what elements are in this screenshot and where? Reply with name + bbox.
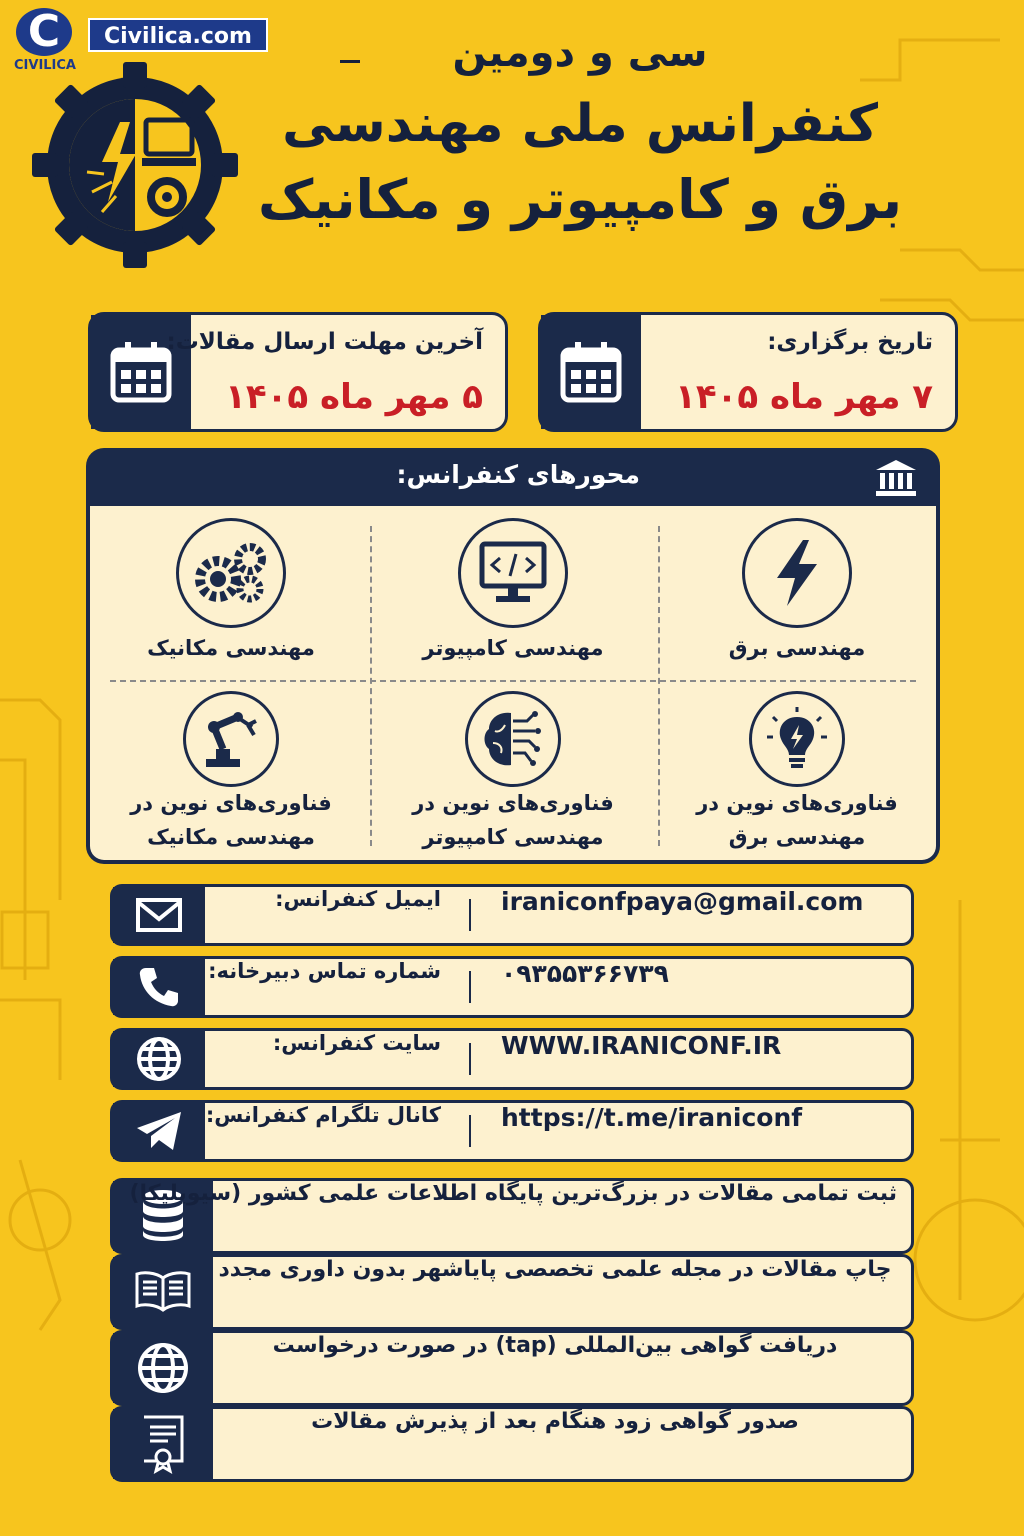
conference-topics-panel (86, 448, 940, 864)
topic-label-line2: مهندسی کامپیوتر (422, 825, 604, 849)
topic-label-line2: مهندسی برق (728, 825, 866, 849)
lightning-icon (769, 538, 825, 608)
feature-civilica-indexing (110, 1178, 914, 1254)
contact-phone-row[interactable] (110, 956, 914, 1018)
deadline-date-label: آخرین مهلت ارسال مقالات: (166, 329, 483, 355)
conference-date-value: ۷ مهر ماه ۱۴۰۵ (675, 377, 933, 417)
feature-text: چاپ مقالات در مجله علمی تخصصی پایاشهر بدون داوری مجدد (218, 1257, 892, 1282)
contact-telegram-value[interactable]: https://t.me/iraniconf (501, 1103, 803, 1132)
title-line-3: برق و کامپیوتر و مکانیک (257, 168, 903, 231)
topics-header (86, 448, 940, 506)
civilica-logo-mark: C (16, 8, 72, 56)
globe-icon (136, 1341, 190, 1395)
envelope-icon (135, 897, 183, 933)
topic-label-line2: مهندسی مکانیک (147, 825, 315, 849)
topics-grid (90, 506, 936, 860)
topic-icon-circle (742, 518, 852, 628)
civilica-site-badge[interactable]: Civilica.com (88, 18, 268, 52)
calendar-icon-box (541, 315, 641, 429)
title-line-1: سی و دومین (452, 30, 708, 76)
contact-label: ایمیل کنفرانس: (275, 887, 441, 911)
book-icon (133, 1270, 193, 1314)
calendar-icon (559, 340, 623, 404)
topic-icon-circle (183, 691, 279, 787)
contact-website-value[interactable]: WWW.IRANICONF.IR (501, 1031, 782, 1060)
topic-electrical (656, 506, 938, 683)
conference-gear-logo-icon (32, 62, 238, 268)
contact-email-value[interactable]: iraniconfpaya@gmail.com (501, 887, 864, 916)
feature-text: دریافت گواهی بین‌المللی (tap) در صورت درخواست (272, 1333, 838, 1358)
contact-separator (469, 899, 471, 931)
topic-mechanical (90, 506, 372, 683)
topic-label-line1: فناوری‌های نوین در (412, 791, 614, 815)
topic-computer (372, 506, 654, 683)
topic-label: مهندسی برق (728, 636, 866, 660)
envelope-icon-box (113, 887, 205, 943)
phone-icon-box (113, 959, 205, 1015)
feature-text: صدور گواهی زود هنگام بعد از پذیرش مقالات (311, 1409, 799, 1434)
gears-icon (190, 537, 272, 609)
topic-icon-circle (749, 691, 845, 787)
robot-arm-icon (200, 709, 262, 769)
contact-website-row[interactable] (110, 1028, 914, 1090)
certificate-icon-box (113, 1409, 213, 1479)
contact-label: شماره تماس دبیرخانه: (208, 959, 441, 983)
topic-label-line1: فناوری‌های نوین در (696, 791, 898, 815)
topic-label-line1: فناوری‌های نوین در (130, 791, 332, 815)
globe-icon-box (113, 1031, 205, 1087)
lightbulb-icon (767, 707, 827, 771)
conference-date-label: تاریخ برگزاری: (767, 329, 933, 355)
book-icon-box (113, 1257, 213, 1327)
contact-label: سایت کنفرانس: (272, 1031, 441, 1055)
topic-new-tech-electrical (656, 683, 938, 860)
deadline-date-value: ۵ مهر ماه ۱۴۰۵ (225, 377, 483, 417)
contact-separator (469, 1115, 471, 1147)
telegram-icon-box (113, 1103, 205, 1159)
certificate-icon (138, 1415, 188, 1473)
topic-new-tech-mechanical (90, 683, 372, 860)
feature-early-certificate (110, 1406, 914, 1482)
topic-icon-circle (465, 691, 561, 787)
telegram-icon (135, 1110, 183, 1152)
globe-icon-box (113, 1333, 213, 1403)
contact-email-row[interactable] (110, 884, 914, 946)
civilica-logo-text: CIVILICA (14, 58, 76, 73)
topic-new-tech-computer (372, 683, 654, 860)
feature-international-certificate (110, 1330, 914, 1406)
globe-icon (136, 1036, 182, 1082)
contact-label: کانال تلگرام کنفرانس: (205, 1103, 441, 1127)
contact-telegram-row[interactable] (110, 1100, 914, 1162)
brain-circuit-icon (481, 709, 545, 769)
title-line-2: کنفرانس ملی مهندسی (282, 94, 878, 154)
topic-icon-circle (458, 518, 568, 628)
feature-text: ثبت تمامی مقالات در بزرگ‌ترین پایگاه اطلاعات علمی کشور (سیویلیکا) (129, 1181, 897, 1206)
deadline-date-card (88, 312, 508, 432)
conference-title (250, 30, 910, 231)
topics-title: محورهای کنفرانس: (396, 460, 640, 489)
topic-label: مهندسی کامپیوتر (422, 636, 604, 660)
contact-separator (469, 1043, 471, 1075)
contact-phone-value[interactable]: ۰۹۳۵۵۳۶۶۷۳۹ (501, 959, 669, 988)
phone-icon (138, 966, 180, 1008)
topic-label: مهندسی مکانیک (147, 636, 315, 660)
calendar-icon (109, 340, 173, 404)
contact-separator (469, 971, 471, 1003)
institution-icon (874, 458, 918, 498)
feature-journal-publication (110, 1254, 914, 1330)
conference-date-card (538, 312, 958, 432)
computer-code-icon (478, 540, 548, 606)
topic-icon-circle (176, 518, 286, 628)
